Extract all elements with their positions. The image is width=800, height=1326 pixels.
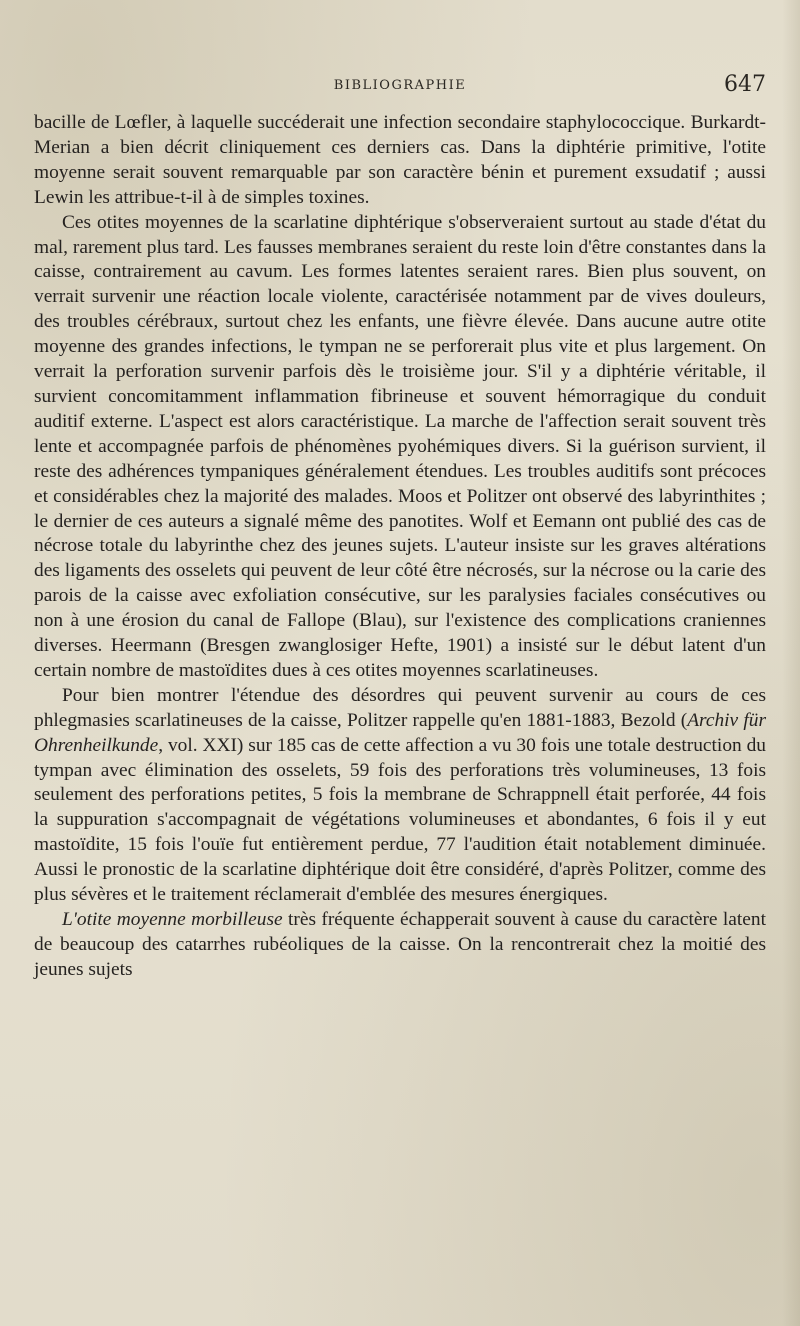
paragraph-3 (34, 684, 766, 908)
section-lead: L'otite moyenne morbilleuse (62, 909, 283, 930)
page-edge-shadow (782, 0, 800, 1326)
paragraph-3-after: , vol. XXI) sur 185 cas de cette affection a vu 30 fois une totale destruction du tympan avec élimination des osselets, 59 fois des perforations très volumineuses, 13 fois seulement des perforations petites, 5 fois la membrane de Schrappnell était perforée, 44 fois la suppuration s'accompagnait de végétations volumineuses et abondantes, 6 fois il y eut mastoïdite, 15 fois l'ouïe fut entièrement perdue, 77 l'audition était notablement diminuée. Aussi le pronostic de la scarlatine diphtérique doit être considéré, d'après Politzer, comme des plus sévères et le traitement réclamerait d'emblée des mesures énergiques. (34, 734, 766, 906)
body-text (34, 111, 766, 983)
journal-title: Archiv für Ohrenheilkunde (34, 709, 766, 756)
paragraph-4 (34, 908, 766, 983)
page-header (34, 70, 766, 104)
page-number: 647 (724, 72, 766, 97)
paragraph-1: bacille de Lœfler, à laquelle succéderait une infection secondaire staphylococcique. Burkardt-Merian a bien décrit cliniquement ces derniers cas. Dans la diphtérie primitive, l'otite moyenne serait souvent remarquable par son caractère bénin et purement exsudatif ; aussi Lewin les attribue-t-il à de simples toxines. (34, 112, 766, 208)
paragraph-3-before: Pour bien montrer l'étendue des désordres qui peuvent survenir au cours de ces phlegmasies scarlatineuses de la caisse, Politzer rappelle qu'en 1881-1883, Bezold ( (34, 684, 766, 731)
paragraph-2: Ces otites moyennes de la scarlatine diphtérique s'observeraient surtout au stade d'état du mal, rarement plus tard. Les fausses membranes seraient du reste loin d'être constantes dans la caisse, contrairement au cavum. Les formes latentes seraient rares. Bien plus souvent, on verrait survenir une réaction locale violente, caractérisée notamment par de vives douleurs, des troubles cérébraux, surtout chez les enfants, une fièvre élevée. Dans aucune autre otite moyenne des grandes infections, le tympan ne se perforerait plus vite et plus largement. On verrait la perforation survenir parfois dès le troisième jour. S'il y a diphtérie véritable, il survient concomitamment inflammation fibrineuse et souvent hémorragique du conduit auditif externe. L'aspect est alors caractéristique. La marche de l'affection serait souvent très lente et accompagnée parfois de phénomènes pyohémiques divers. Si la guérison survient, il reste des adhérences tympaniques généralement étendues. Les troubles auditifs sont précoces et considérables chez la majorité des malades. Moos et Politzer ont observé des labyrinthites ; le dernier de ces auteurs a signalé même des panotites. Wolf et Eemann ont publié des cas de nécrose totale du labyrinthe chez des jeunes sujets. L'auteur insiste sur les graves altérations des ligaments des osselets qui peuvent de leur côté être nécrosés, sur la nécrose ou la carie des parois de la caisse avec exfoliation consécutive, sur les paralysies faciales consécutives ou non à une érosion du canal de Fallope (Blau), sur l'existence des complications craniennes diverses. Heermann (Bresgen zwanglosiger Hefte, 1901) a insisté sur le début latent d'un certain nombre de mastoïdites dues à ces otites moyennes scarlatineuses. (34, 211, 766, 681)
paragraph-4-rest: très fréquente échapperait souvent à cause du caractère latent de beaucoup des catarrhes rubéoliques de la caisse. On la rencontrerait chez la moitié des jeunes sujets (34, 909, 766, 980)
running-head: BIBLIOGRAPHIE (333, 78, 467, 93)
